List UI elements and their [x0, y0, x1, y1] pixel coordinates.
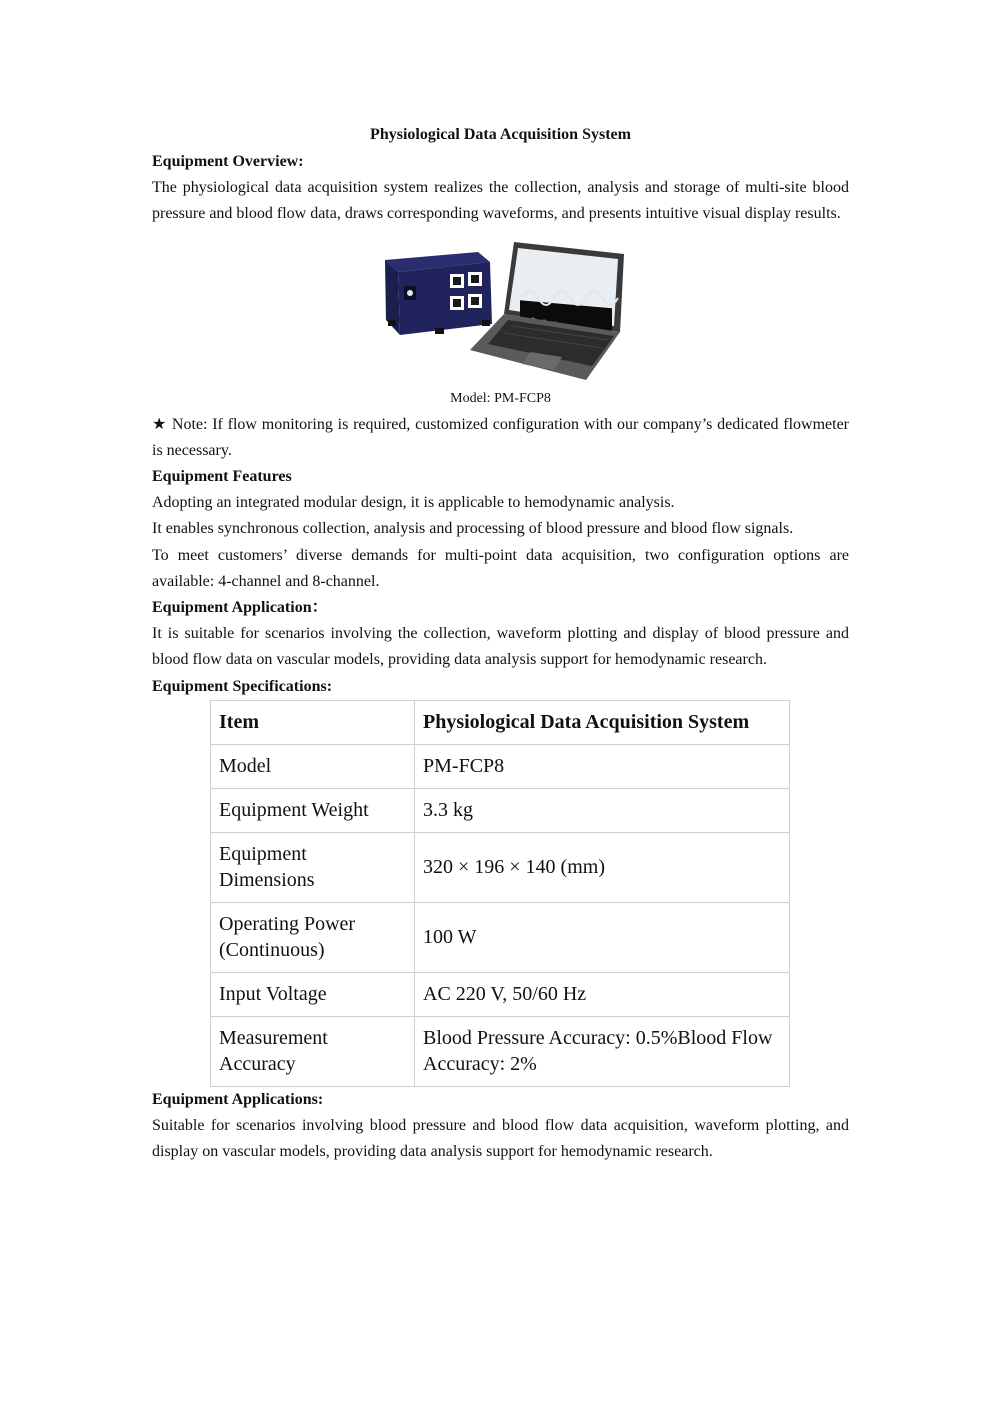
- table-row: [211, 902, 790, 972]
- table-cell-value: Blood Pressure Accuracy: 0.5%Blood Flow Accuracy: 2%: [415, 1016, 790, 1086]
- table-header-row: [211, 700, 790, 744]
- application-heading: Equipment Application：: [152, 599, 328, 617]
- table-cell-label: Operating Power (Continuous): [211, 902, 415, 972]
- figure-caption: Model: PM-FCP8: [450, 390, 551, 406]
- table-cell-value: PM-FCP8: [415, 744, 790, 788]
- product-image: [152, 240, 849, 382]
- applications-text: Suitable for scenarios involving blood pressure and blood flow data acquisition, waveform plotting, and display on vascular models, providing data analysis support for hemodynamic research.: [152, 1117, 849, 1161]
- overview-text: The physiological data acquisition system realizes the collection, analysis and storage of multi-site blood pressure and blood flow data, draws corresponding waveforms, and presents intuitive visual display results.: [152, 179, 849, 223]
- table-cell-label: Model: [211, 744, 415, 788]
- table-cell-value: AC 220 V, 50/60 Hz: [415, 972, 790, 1016]
- application-text: It is suitable for scenarios involving the collection, waveform plotting and display of blood pressure and blood flow data on vascular models, providing data analysis support for hemodynamic research.: [152, 625, 849, 669]
- specs-heading: Equipment Specifications:: [152, 677, 333, 695]
- feature-item: It enables synchronous collection, analysis and processing of blood pressure and blood flow signals.: [152, 520, 794, 538]
- features-heading: Equipment Features: [152, 468, 292, 486]
- table-cell-label: Equipment Weight: [211, 788, 415, 832]
- table-row: [211, 832, 790, 902]
- table-row: [211, 744, 790, 788]
- table-row: [211, 972, 790, 1016]
- feature-item: To meet customers’ diverse demands for multi-point data acquisition, two configuration options are available: 4-channel and 8-channel.: [152, 546, 849, 590]
- document-page: [152, 123, 849, 1165]
- feature-item: Adopting an integrated modular design, it is applicable to hemodynamic analysis.: [152, 494, 675, 512]
- header-cell-system: Physiological Data Acquisition System: [415, 700, 790, 744]
- table-cell-label: Equipment Dimensions: [211, 832, 415, 902]
- acquisition-box-icon: [385, 252, 492, 335]
- table-row: [211, 788, 790, 832]
- table-row: [211, 1016, 790, 1086]
- table-cell-value: 320 × 196 × 140 (mm): [415, 832, 790, 902]
- applications-heading: Equipment Applications:: [152, 1090, 324, 1108]
- table-cell-value: 100 W: [415, 902, 790, 972]
- overview-heading: Equipment Overview:: [152, 153, 304, 170]
- table-cell-label: Measurement Accuracy: [211, 1016, 415, 1086]
- laptop-waveform-icon: [470, 242, 624, 380]
- document-title: Physiological Data Acquisition System: [370, 126, 631, 143]
- product-figure: [152, 240, 849, 382]
- table-cell-value: 3.3 kg: [415, 788, 790, 832]
- table-cell-label: Input Voltage: [211, 972, 415, 1016]
- specs-table: [210, 700, 790, 1087]
- note-text: ★ Note: If flow monitoring is required, customized configuration with our company’s dedicated flowmeter is necessary.: [152, 415, 849, 459]
- header-cell-item: Item: [211, 700, 415, 744]
